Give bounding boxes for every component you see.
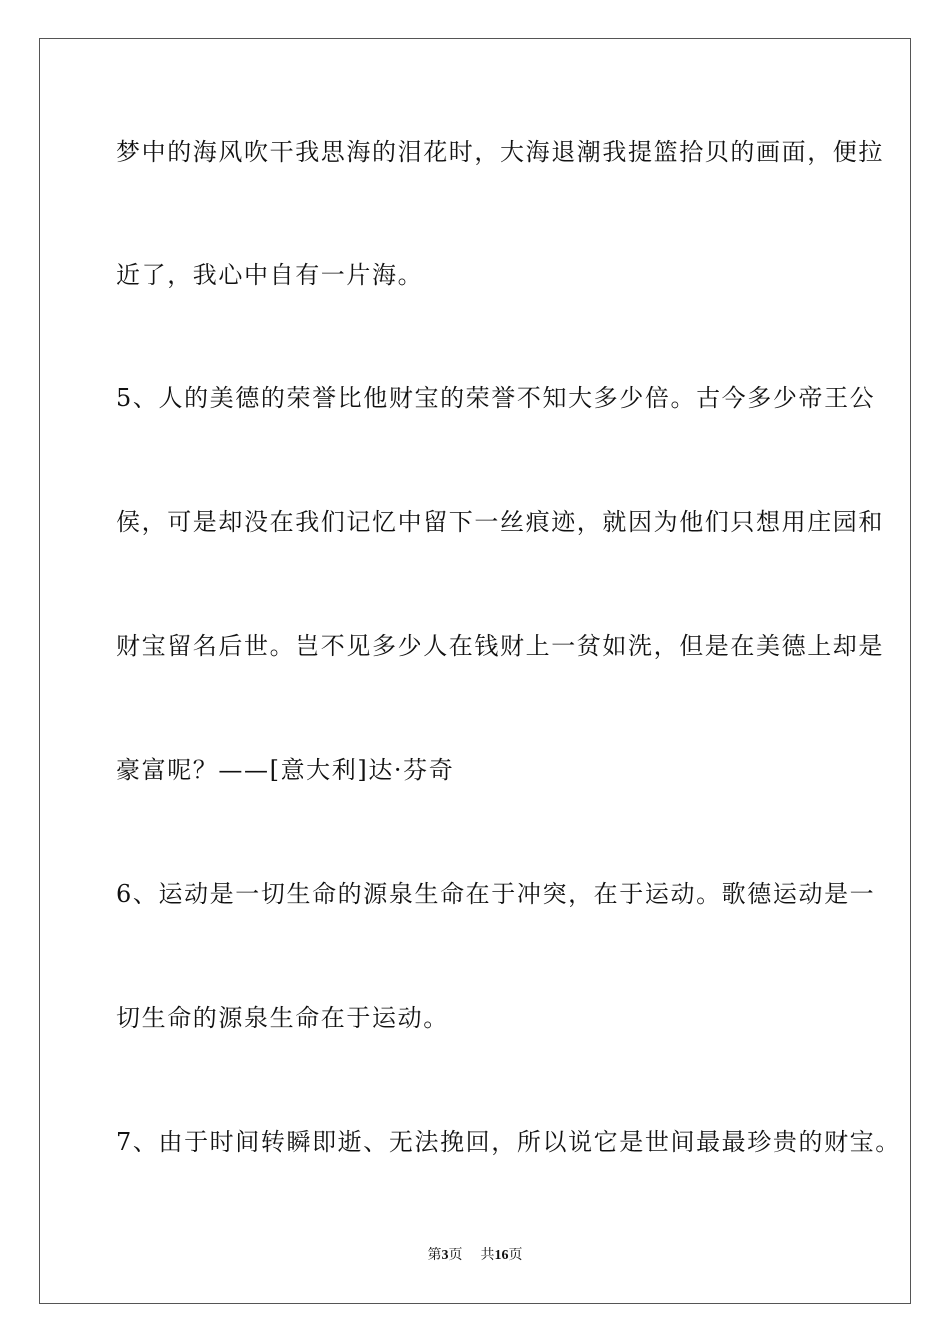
text-line-2: 近了，我心中自有一片海。 [116, 261, 424, 289]
text-line-9: 7、由于时间转瞬即逝、无法挽回，所以说它是世间最最珍贵的财宝。 [116, 1128, 901, 1156]
page-number: 3 [441, 1248, 449, 1263]
page-footer [0, 1247, 950, 1265]
text-line-5: 财宝留名后世。岂不见多少人在钱财上一贫如洗，但是在美德上却是 [116, 632, 884, 660]
text-line-3: 5、人的美德的荣誉比他财宝的荣誉不知大多少倍。古今多少帝王公 [116, 384, 876, 412]
total-pages: 16 [494, 1248, 509, 1263]
text-line-7: 6、运动是一切生命的源泉生命在于冲突，在于运动。歌德运动是一 [116, 880, 876, 908]
total-suffix: 页 [508, 1248, 523, 1263]
text-line-4: 侯，可是却没在我们记忆中留下一丝痕迹，就因为他们只想用庄园和 [116, 508, 884, 536]
page-border [39, 38, 911, 1304]
text-line-1: 梦中的海风吹干我思海的泪花时，大海退潮我提篮拾贝的画面，便拉 [116, 138, 884, 166]
page-suffix: 页 [448, 1248, 463, 1263]
page-prefix: 第 [427, 1248, 442, 1263]
text-line-8: 切生命的源泉生命在于运动。 [116, 1004, 449, 1032]
total-prefix: 共 [480, 1248, 495, 1263]
text-line-6: 豪富呢？——[意大利]达·芬奇 [116, 756, 455, 784]
